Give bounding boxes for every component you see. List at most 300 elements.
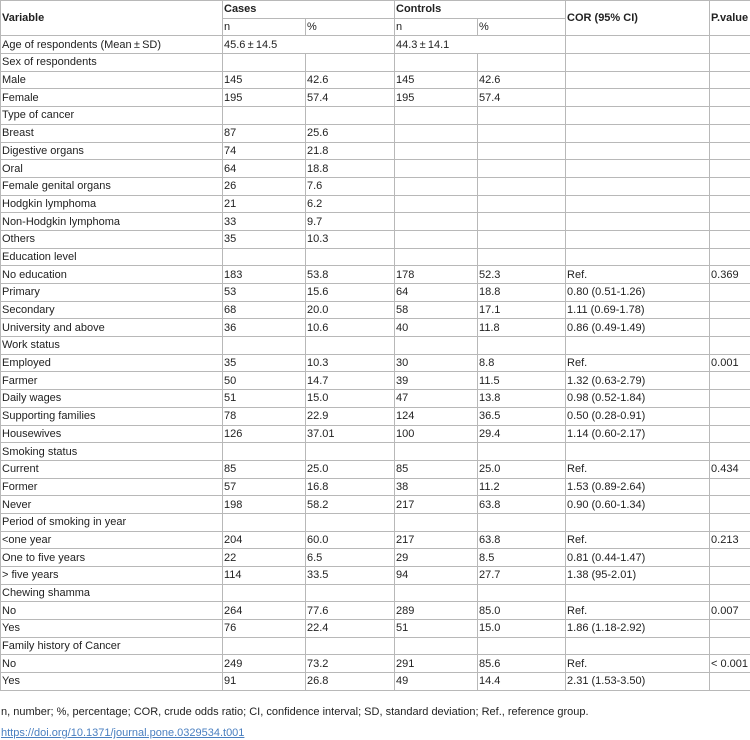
controls-pct <box>478 337 566 355</box>
header-cor: COR (95% CI) <box>566 1 710 36</box>
table-row <box>1 160 750 178</box>
p-value: 0.007 <box>710 602 750 620</box>
table-row <box>1 284 750 302</box>
cases-n <box>223 54 306 72</box>
controls-pct: 25.0 <box>478 460 566 478</box>
controls-n: 291 <box>395 655 478 673</box>
cor-value <box>566 142 710 160</box>
cor-value: 1.53 (0.89-2.64) <box>566 478 710 496</box>
cor-value <box>566 637 710 655</box>
controls-pct <box>478 443 566 461</box>
subheader-controls-pct: % <box>478 18 566 36</box>
p-value <box>710 301 750 319</box>
cases-n <box>223 637 306 655</box>
p-value <box>710 478 750 496</box>
controls-pct: 42.6 <box>478 71 566 89</box>
cases-pct: 26.8 <box>306 673 395 691</box>
p-value: 0.369 <box>710 266 750 284</box>
controls-n: 217 <box>395 531 478 549</box>
cases-pct: 18.8 <box>306 160 395 178</box>
row-label: Employed <box>1 354 223 372</box>
p-value: 0.434 <box>710 460 750 478</box>
controls-pct: 63.8 <box>478 496 566 514</box>
cases-n: 78 <box>223 407 306 425</box>
cases-pct: 9.7 <box>306 213 395 231</box>
cor-value <box>566 89 710 107</box>
cor-value <box>566 124 710 142</box>
table-row <box>1 407 750 425</box>
p-value <box>710 372 750 390</box>
table-row <box>1 195 750 213</box>
controls-n: 30 <box>395 354 478 372</box>
cases-n: 50 <box>223 372 306 390</box>
cor-value: Ref. <box>566 531 710 549</box>
row-label: No education <box>1 266 223 284</box>
controls-n: 217 <box>395 496 478 514</box>
cor-value: 0.90 (0.60-1.34) <box>566 496 710 514</box>
p-value: < 0.001 <box>710 655 750 673</box>
controls-pct: 57.4 <box>478 89 566 107</box>
row-label: Female <box>1 89 223 107</box>
controls-pct: 52.3 <box>478 266 566 284</box>
cases-pct <box>306 513 395 531</box>
cases-pct: 25.0 <box>306 460 395 478</box>
table-row <box>1 213 750 231</box>
controls-n: 85 <box>395 460 478 478</box>
controls-n <box>395 584 478 602</box>
cases-n: 87 <box>223 124 306 142</box>
cases-n <box>223 337 306 355</box>
controls-pct <box>478 195 566 213</box>
cases-pct: 6.2 <box>306 195 395 213</box>
cases-pct <box>306 584 395 602</box>
p-value <box>710 142 750 160</box>
controls-pct: 36.5 <box>478 407 566 425</box>
cor-value <box>566 177 710 195</box>
p-value <box>710 673 750 691</box>
section-row <box>1 337 750 355</box>
table-row <box>1 567 750 585</box>
controls-pct <box>478 584 566 602</box>
header-row <box>1 1 750 19</box>
cor-value: 1.32 (0.63-2.79) <box>566 372 710 390</box>
table-row <box>1 655 750 673</box>
controls-pct: 11.5 <box>478 372 566 390</box>
controls-n: 178 <box>395 266 478 284</box>
table-row <box>1 354 750 372</box>
controls-pct <box>478 107 566 125</box>
controls-pct: 85.0 <box>478 602 566 620</box>
controls-pct <box>478 513 566 531</box>
cor-value: 0.50 (0.28-0.91) <box>566 407 710 425</box>
table-row <box>1 425 750 443</box>
cases-pct: 20.0 <box>306 301 395 319</box>
cases-n: 183 <box>223 266 306 284</box>
age-cases: 45.6 ± 14.5 <box>223 36 395 54</box>
controls-pct: 11.8 <box>478 319 566 337</box>
cases-pct: 22.4 <box>306 620 395 638</box>
cases-pct <box>306 248 395 266</box>
p-value <box>710 89 750 107</box>
cases-pct: 37.01 <box>306 425 395 443</box>
cases-n: 33 <box>223 213 306 231</box>
cor-value <box>566 195 710 213</box>
row-label: Period of smoking in year <box>1 513 223 531</box>
row-label: Smoking status <box>1 443 223 461</box>
controls-n <box>395 177 478 195</box>
cases-n <box>223 513 306 531</box>
subheader-cases-pct: % <box>306 18 395 36</box>
cor-value: 0.81 (0.44-1.47) <box>566 549 710 567</box>
controls-pct <box>478 54 566 72</box>
subheader-cases-n: n <box>223 18 306 36</box>
controls-n: 47 <box>395 390 478 408</box>
cases-n <box>223 248 306 266</box>
controls-n <box>395 160 478 178</box>
controls-n: 64 <box>395 284 478 302</box>
p-value <box>710 54 750 72</box>
controls-n: 124 <box>395 407 478 425</box>
row-label: University and above <box>1 319 223 337</box>
cases-pct: 15.0 <box>306 390 395 408</box>
controls-n <box>395 107 478 125</box>
cor-value <box>566 230 710 248</box>
row-label: Daily wages <box>1 390 223 408</box>
cases-pct: 73.2 <box>306 655 395 673</box>
controls-pct: 8.5 <box>478 549 566 567</box>
p-value <box>710 319 750 337</box>
subheader-controls-n: n <box>395 18 478 36</box>
cases-pct: 14.7 <box>306 372 395 390</box>
cases-n: 51 <box>223 390 306 408</box>
cases-pct: 57.4 <box>306 89 395 107</box>
controls-n: 58 <box>395 301 478 319</box>
p-value: 0.213 <box>710 531 750 549</box>
cases-pct: 21.8 <box>306 142 395 160</box>
cases-n: 85 <box>223 460 306 478</box>
row-label: Hodgkin lymphoma <box>1 195 223 213</box>
table-row <box>1 107 750 125</box>
cor-value: 1.86 (1.18-2.92) <box>566 620 710 638</box>
cases-n: 114 <box>223 567 306 585</box>
cor-value <box>566 248 710 266</box>
cases-n: 91 <box>223 673 306 691</box>
controls-pct: 17.1 <box>478 301 566 319</box>
cor-value <box>566 54 710 72</box>
row-label: Primary <box>1 284 223 302</box>
row-label: Others <box>1 230 223 248</box>
cases-n: 26 <box>223 177 306 195</box>
table-row <box>1 390 750 408</box>
controls-n <box>395 142 478 160</box>
row-label: Chewing shamma <box>1 584 223 602</box>
age-cor <box>566 36 710 54</box>
p-value <box>710 567 750 585</box>
row-label: Male <box>1 71 223 89</box>
age-row <box>1 36 750 54</box>
controls-n <box>395 248 478 266</box>
p-value <box>710 390 750 408</box>
header-cases: Cases <box>223 1 395 19</box>
cases-pct: 77.6 <box>306 602 395 620</box>
cor-value <box>566 71 710 89</box>
section-row <box>1 637 750 655</box>
p-value <box>710 407 750 425</box>
controls-pct <box>478 177 566 195</box>
cor-value: 0.80 (0.51-1.26) <box>566 284 710 302</box>
cor-value: Ref. <box>566 266 710 284</box>
table-row <box>1 319 750 337</box>
section-row <box>1 584 750 602</box>
controls-n: 94 <box>395 567 478 585</box>
row-label: Family history of Cancer <box>1 637 223 655</box>
p-value <box>710 549 750 567</box>
cor-value <box>566 337 710 355</box>
p-value <box>710 124 750 142</box>
header-controls: Controls <box>395 1 566 19</box>
controls-pct: 63.8 <box>478 531 566 549</box>
cor-value: 0.86 (0.49-1.49) <box>566 319 710 337</box>
cases-n: 204 <box>223 531 306 549</box>
table-row <box>1 531 750 549</box>
cases-n: 21 <box>223 195 306 213</box>
p-value <box>710 425 750 443</box>
cor-value: 1.38 (95-2.01) <box>566 567 710 585</box>
cases-pct <box>306 107 395 125</box>
p-value <box>710 213 750 231</box>
cases-n: 249 <box>223 655 306 673</box>
controls-n <box>395 195 478 213</box>
row-label: Digestive organs <box>1 142 223 160</box>
cases-pct: 10.6 <box>306 319 395 337</box>
cor-value: Ref. <box>566 354 710 372</box>
cases-pct: 10.3 <box>306 354 395 372</box>
table-row <box>1 673 750 691</box>
cases-pct: 7.6 <box>306 177 395 195</box>
p-value <box>710 337 750 355</box>
cases-pct: 53.8 <box>306 266 395 284</box>
table-row <box>1 230 750 248</box>
p-value <box>710 248 750 266</box>
table-row <box>1 372 750 390</box>
table-row <box>1 620 750 638</box>
row-label: No <box>1 602 223 620</box>
cor-value <box>566 160 710 178</box>
cases-n: 195 <box>223 89 306 107</box>
controls-pct: 13.8 <box>478 390 566 408</box>
cases-n: 53 <box>223 284 306 302</box>
cases-n: 35 <box>223 354 306 372</box>
table-body <box>1 36 750 690</box>
cases-n: 264 <box>223 602 306 620</box>
header-variable: Variable <box>1 1 223 36</box>
controls-pct: 29.4 <box>478 425 566 443</box>
doi-link[interactable]: https://doi.org/10.1371/journal.pone.0329534.t001 <box>1 727 245 739</box>
cases-pct: 10.3 <box>306 230 395 248</box>
age-controls: 44.3 ± 14.1 <box>395 36 566 54</box>
cases-n: 64 <box>223 160 306 178</box>
p-value <box>710 195 750 213</box>
row-label: Breast <box>1 124 223 142</box>
controls-n: 195 <box>395 89 478 107</box>
cor-value: Ref. <box>566 460 710 478</box>
row-label: <one year <box>1 531 223 549</box>
table-row <box>1 478 750 496</box>
p-value <box>710 443 750 461</box>
cases-pct: 25.6 <box>306 124 395 142</box>
table-row <box>1 54 750 72</box>
table-row <box>1 71 750 89</box>
cases-n: 145 <box>223 71 306 89</box>
row-label: Former <box>1 478 223 496</box>
p-value <box>710 620 750 638</box>
row-label: Yes <box>1 620 223 638</box>
controls-pct: 15.0 <box>478 620 566 638</box>
cor-value: 2.31 (1.53-3.50) <box>566 673 710 691</box>
cor-value <box>566 443 710 461</box>
cases-pct: 22.9 <box>306 407 395 425</box>
controls-n: 29 <box>395 549 478 567</box>
table-row <box>1 266 750 284</box>
cases-n: 74 <box>223 142 306 160</box>
controls-n <box>395 337 478 355</box>
table-row <box>1 89 750 107</box>
table-row <box>1 142 750 160</box>
p-value <box>710 513 750 531</box>
table-row <box>1 496 750 514</box>
cases-n <box>223 443 306 461</box>
table-row <box>1 177 750 195</box>
row-label: Non-Hodgkin lymphoma <box>1 213 223 231</box>
controls-pct <box>478 637 566 655</box>
p-value <box>710 637 750 655</box>
p-value <box>710 177 750 195</box>
controls-n <box>395 513 478 531</box>
cases-n: 76 <box>223 620 306 638</box>
cases-n: 68 <box>223 301 306 319</box>
cor-value: 0.98 (0.52-1.84) <box>566 390 710 408</box>
cor-value <box>566 107 710 125</box>
cases-pct: 60.0 <box>306 531 395 549</box>
row-label: Supporting families <box>1 407 223 425</box>
p-value <box>710 284 750 302</box>
section-row <box>1 513 750 531</box>
controls-pct <box>478 248 566 266</box>
cor-value <box>566 213 710 231</box>
cases-n: 57 <box>223 478 306 496</box>
cases-pct <box>306 54 395 72</box>
p-value <box>710 496 750 514</box>
controls-pct: 11.2 <box>478 478 566 496</box>
section-row <box>1 443 750 461</box>
controls-pct <box>478 142 566 160</box>
row-label: Sex of respondents <box>1 54 223 72</box>
controls-n <box>395 124 478 142</box>
controls-n <box>395 443 478 461</box>
cor-value: 1.14 (0.60-2.17) <box>566 425 710 443</box>
cases-pct: 16.8 <box>306 478 395 496</box>
controls-n: 49 <box>395 673 478 691</box>
controls-n: 289 <box>395 602 478 620</box>
cases-pct: 6.5 <box>306 549 395 567</box>
cases-pct <box>306 637 395 655</box>
section-row <box>1 248 750 266</box>
controls-n <box>395 230 478 248</box>
cor-value: 1.11 (0.69-1.78) <box>566 301 710 319</box>
controls-pct <box>478 213 566 231</box>
p-value <box>710 230 750 248</box>
cases-pct: 33.5 <box>306 567 395 585</box>
controls-n: 39 <box>395 372 478 390</box>
controls-n <box>395 213 478 231</box>
cases-n: 126 <box>223 425 306 443</box>
p-value <box>710 160 750 178</box>
cases-pct <box>306 337 395 355</box>
cases-pct <box>306 443 395 461</box>
controls-pct <box>478 160 566 178</box>
controls-pct <box>478 124 566 142</box>
row-label: Female genital organs <box>1 177 223 195</box>
p-value: 0.001 <box>710 354 750 372</box>
p-value <box>710 107 750 125</box>
table-row <box>1 549 750 567</box>
controls-n: 38 <box>395 478 478 496</box>
cor-value <box>566 584 710 602</box>
row-label: Education level <box>1 248 223 266</box>
cases-pct: 15.6 <box>306 284 395 302</box>
cases-n <box>223 107 306 125</box>
row-label: > five years <box>1 567 223 585</box>
controls-n: 40 <box>395 319 478 337</box>
row-label: Type of cancer <box>1 107 223 125</box>
row-label: Yes <box>1 673 223 691</box>
cor-value: Ref. <box>566 655 710 673</box>
row-label: Never <box>1 496 223 514</box>
controls-pct: 85.6 <box>478 655 566 673</box>
p-value <box>710 584 750 602</box>
table-row <box>1 301 750 319</box>
header-pvalue: P.value <box>710 1 750 36</box>
controls-pct: 18.8 <box>478 284 566 302</box>
row-label: Secondary <box>1 301 223 319</box>
cases-n <box>223 584 306 602</box>
age-label: Age of respondents (Mean ± SD) <box>1 36 223 54</box>
row-label: Farmer <box>1 372 223 390</box>
controls-pct <box>478 230 566 248</box>
row-label: One to five years <box>1 549 223 567</box>
cor-value: Ref. <box>566 602 710 620</box>
cases-n: 22 <box>223 549 306 567</box>
controls-n: 51 <box>395 620 478 638</box>
cases-pct: 58.2 <box>306 496 395 514</box>
table-row <box>1 460 750 478</box>
controls-pct: 8.8 <box>478 354 566 372</box>
controls-n <box>395 54 478 72</box>
row-label: Oral <box>1 160 223 178</box>
table-footnote: n, number; %, percentage; COR, crude odds ratio; CI, confidence interval; SD, standard deviation; Ref., reference group. <box>1 706 589 718</box>
cases-pct: 42.6 <box>306 71 395 89</box>
controls-pct: 27.7 <box>478 567 566 585</box>
p-value <box>710 71 750 89</box>
age-pvalue <box>710 36 750 54</box>
row-label: Work status <box>1 337 223 355</box>
controls-n: 145 <box>395 71 478 89</box>
row-label: Housewives <box>1 425 223 443</box>
cor-value <box>566 513 710 531</box>
controls-n <box>395 637 478 655</box>
controls-pct: 14.4 <box>478 673 566 691</box>
table-row <box>1 124 750 142</box>
